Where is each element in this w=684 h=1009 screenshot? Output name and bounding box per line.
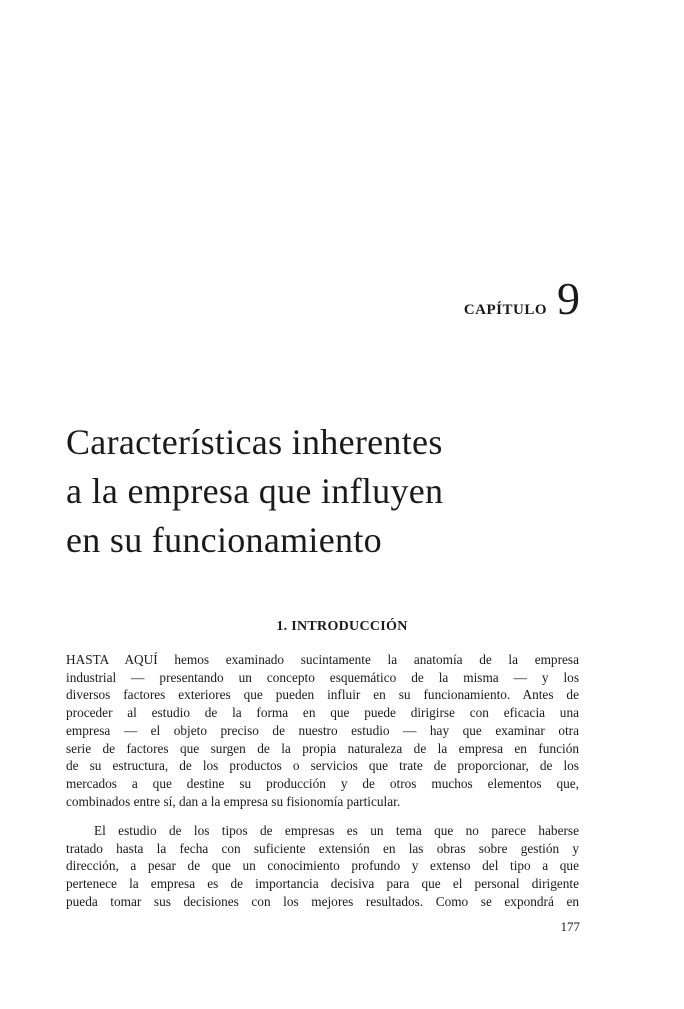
text-line: de su estructura, de los productos o servicios que trate de proporcionar, de los [66, 758, 579, 774]
paragraph-company-types [66, 822, 579, 911]
text-line: industrial — presentando un concepto esquemático de la misma — y los [66, 669, 579, 685]
chapter-number: 9 [557, 273, 580, 324]
text-line: El estudio de los tipos de empresas es un tema que no parece haberse [94, 823, 579, 838]
text-line: dirección, a pesar de que un conocimiento profundo y extenso del tipo a que [66, 858, 579, 874]
text-line: proceder al estudio de la forma en que puede dirigirse con eficacia una [66, 705, 579, 721]
text-line: diversos factores exteriores que pueden influir en su funcionamiento. Antes de [66, 687, 579, 703]
paragraph-introduction [66, 651, 579, 810]
chapter-title-line: Características inherentes [66, 422, 443, 462]
text-line: mercados a que destine su producción y de otros muchos elementos que, [66, 775, 579, 791]
text-line: pueda tomar sus decisiones con los mejores resultados. Como se expondrá en [66, 893, 579, 909]
chapter-title-line: en su funcionamiento [66, 520, 382, 560]
text-line: tratado hasta la fecha con suficiente extensión en las obras sobre gestión y [66, 840, 579, 856]
chapter-title-line: a la empresa que influyen [66, 471, 444, 511]
text-line: combinados entre sí, dan a la empresa su fisionomía particular. [66, 793, 401, 809]
page-number: 177 [560, 919, 580, 934]
section-heading: 1. INTRODUCCIÓN [276, 619, 408, 634]
chapter-heading [463, 273, 580, 324]
text-line: serie de factores que surgen de la propia naturaleza de la empresa en función [66, 740, 579, 756]
text-line: pertenece la empresa es de importancia decisiva para que el personal dirigente [66, 876, 579, 892]
chapter-label: CAPÍTULO [463, 302, 547, 318]
text-line: empresa — el objeto preciso de nuestro estudio — hay que examinar otra [66, 722, 579, 738]
text-line: HASTA AQUÍ hemos examinado sucintamente la anatomía de la empresa [66, 652, 579, 667]
chapter-title [66, 418, 626, 565]
